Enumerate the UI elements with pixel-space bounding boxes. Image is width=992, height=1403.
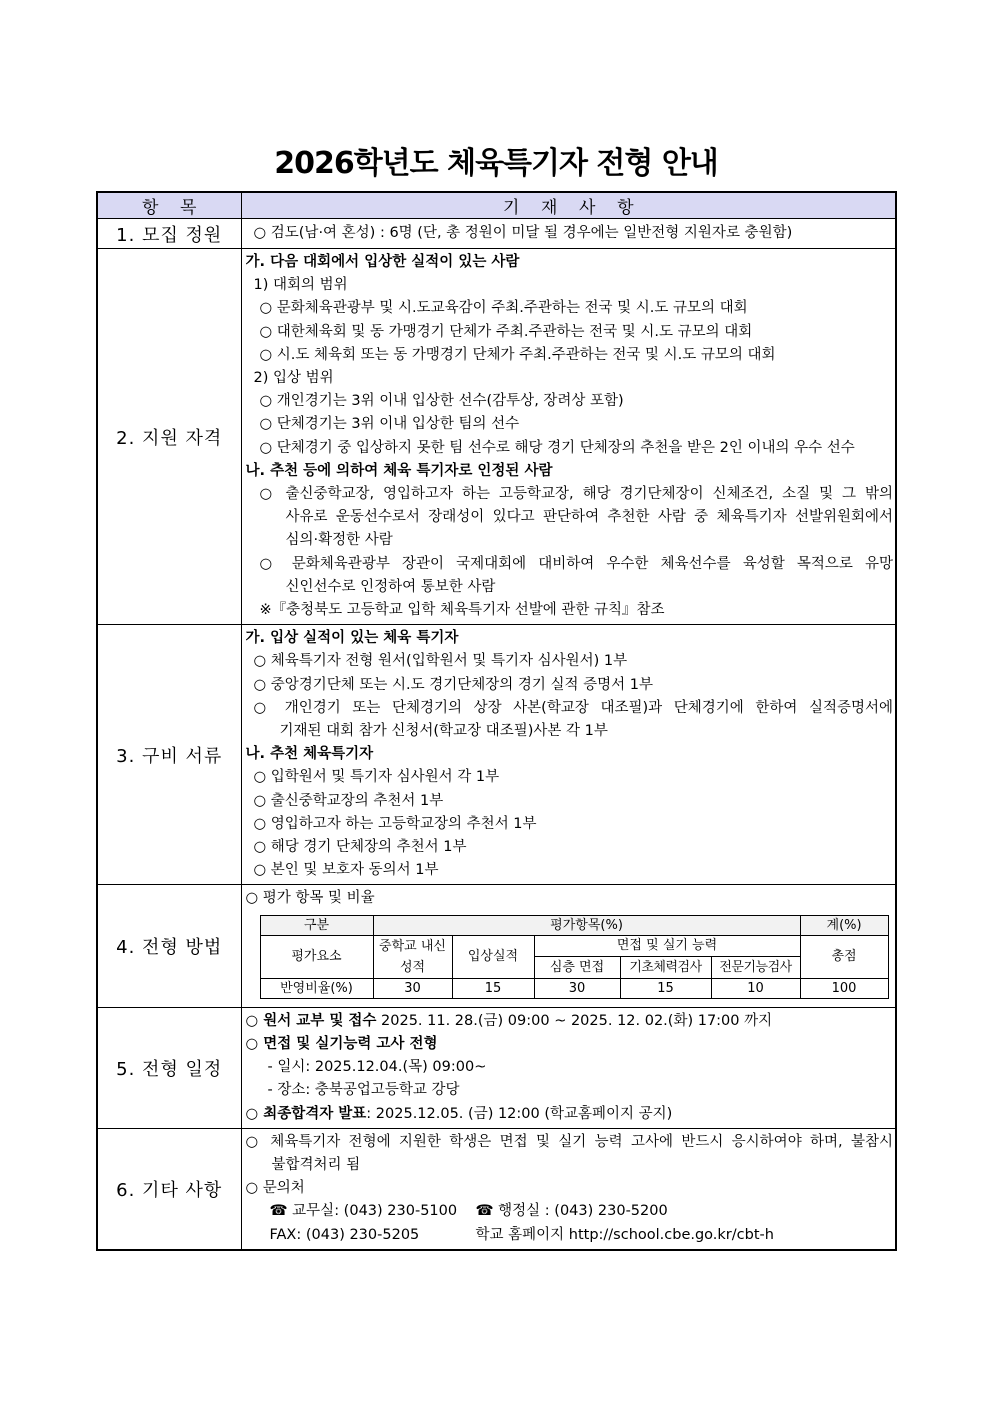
cell-items-header: 평가항목(%) [373,915,800,935]
section-heading: 가. 다음 대회에서 입상한 실적이 있는 사람 [245,254,520,270]
contact-phone-admin: ☎ 행정실 : (043) 230-5200 [475,1203,668,1220]
row-label: 6. 기타 사항 [97,1128,241,1250]
evaluation-table [260,915,889,999]
text-line: 사유로 운동선수로서 장래성이 있다고 판단하여 추천한 사람 중 체육특기자 선발위원회에서 [285,509,893,526]
row-label: 5. 전형 일정 [97,1007,241,1128]
cell-ratio-label: 반영비율(%) [260,978,373,998]
row-label: 3. 구비 서류 [97,625,241,885]
text-line: ○ 검도(남·여 혼성) : 6명 (단, 총 정원이 미달 될 경우에는 일반전형 지원자로 충원함) [253,224,793,241]
row-label: 2. 지원 자격 [97,249,241,625]
cell-value: 30 [373,978,452,998]
section-heading: 나. 추천 체육특기자 [245,746,374,763]
text-line: ○ 시.도 체육회 또는 동 가맹경기 단체가 주최.주관하는 전국 및 시.도 규모의 대회 [259,346,776,363]
cell-total: 총점 [800,935,888,978]
text-line: - 일시: 2025.12.04.(목) 09:00~ [267,1059,487,1076]
text-line: 불합격처리 됨 [271,1156,361,1173]
cell-gubun: 구분 [260,915,373,935]
section-heading: 나. 추천 등에 의하여 체육 특기자로 인정된 사람 [245,462,553,479]
text-line: ○ 단체경기는 3위 이내 입상한 팀의 선수 [259,416,520,433]
schedule-heading: ○ 최종합격자 발표 [245,1105,367,1122]
page-title: 2026학년도 체육특기자 전형 안내 [274,146,718,181]
header-content: 기 재 사 항 [241,192,896,219]
cell-interview-header: 면접 및 실기 능력 [534,935,800,957]
cell-interview: 심층 면접 [534,957,620,979]
text-line: ○ 입학원서 및 특기자 심사원서 각 1부 [253,769,500,786]
text-line: ○ 본인 및 보호자 동의서 1부 [253,862,439,879]
cell-school-record: 중학교 내신성적 [373,935,452,978]
text-line: ○ 개인경기는 3위 이내 입상한 선수(감투상, 장려상 포함) [259,393,624,410]
cell-skill: 전문기능검사 [711,957,800,979]
row-content [241,885,896,1007]
admission-guide-table [96,191,897,1251]
text-line: - 장소: 충북공업고등학교 강당 [267,1082,460,1099]
text-line: ○ 문화체육관광부 및 시.도교육감이 주최.주관하는 전국 및 시.도 규모의 대회 [259,300,748,317]
cell-value: 100 [800,978,888,998]
text-line: ○ 문의처 [245,1180,305,1197]
text-line: ○ 문화체육관광부 장관이 국제대회에 대비하여 우수한 체육선수를 육성할 목적으로 유망 [259,555,893,572]
text-line: 기재된 대회 참가 신청서(학교장 대조필)사본 각 1부 [279,723,608,740]
cell-value: 30 [534,978,620,998]
cell-award: 입상실적 [452,935,534,978]
text-line: ○ 출신중학교장, 영입하고자 하는 고등학교장, 해당 경기단체장이 신체조건, 소질 및 그 밖의 [259,486,893,503]
text-line: ○ 개인경기 또는 단체경기의 상장 사본(학교장 대조필)과 단체경기에 한하여 실적증명서에 [253,699,893,716]
text-line: ○ 체육특기자 전형 원서(입학원서 및 특기자 심사원서) 1부 [253,653,628,670]
school-homepage-link[interactable]: 학교 홈페이지 http://school.cbe.go.kr/cbt-h [475,1226,774,1243]
text-line: ○ 단체경기 중 입상하지 못한 팀 선수로 해당 경기 단체장의 추천을 받은 2인 이내의 우수 선수 [259,439,855,456]
text-line: ○ 평가 항목 및 비율 [245,890,375,907]
row-etc [97,1128,896,1250]
cell-factor: 평가요소 [260,935,373,978]
text-line: 신인선수로 인정하여 통보한 사람 [285,578,496,595]
contact-phone-office: ☎ 교무실: (043) 230-5100 [269,1203,458,1220]
cell-value: 15 [452,978,534,998]
schedule-heading: ○ 원서 교부 및 접수 [245,1012,377,1029]
text-line: ○ 중앙경기단체 또는 시.도 경기단체장의 경기 실적 증명서 1부 [253,676,654,693]
text-line: ○ 출신중학교장의 추천서 1부 [253,792,444,809]
row-content [241,1128,896,1250]
row-content [241,219,896,249]
text-line: ○ 영입하고자 하는 고등학교장의 추천서 1부 [253,815,537,832]
text-line: ○ 대한체육회 및 동 가맹경기 단체가 주최.주관하는 전국 및 시.도 규모의 대회 [259,323,753,340]
row-documents [97,625,896,885]
row-eligibility [97,249,896,625]
row-selection-method [97,885,896,1007]
text-line: 1) 대회의 범위 [253,277,348,294]
row-recruitment [97,219,896,249]
text-line: 2025. 11. 28.(금) 09:00 ~ 2025. 12. 02.(화) 17:00 까지 [376,1012,773,1029]
section-heading: 가. 입상 실적이 있는 체육 특기자 [245,630,459,647]
text-line: 2) 입상 범위 [253,370,334,387]
row-label: 4. 전형 방법 [97,885,241,1007]
text-line: 심의·확정한 사람 [285,532,393,549]
cell-fitness: 기초체력검사 [620,957,711,979]
cell-value: 10 [711,978,800,998]
text-line: ○ 해당 경기 단체장의 추천서 1부 [253,839,467,856]
row-content [241,1007,896,1128]
schedule-heading: ○ 면접 및 실기능력 고사 전형 [245,1035,438,1052]
cell-total-header: 계(%) [800,915,888,935]
row-content [241,249,896,625]
row-schedule [97,1007,896,1128]
row-label: 1. 모집 정원 [97,219,241,249]
row-content [241,625,896,885]
text-line: ○ 체육특기자 전형에 지원한 학생은 면접 및 실기 능력 고사에 반드시 응시하여야 하며, 불참시 [245,1133,893,1150]
text-line: : 2025.12.05. (금) 12:00 (학교홈페이지 공지) [366,1105,673,1122]
contact-fax: FAX: (043) 230-5205 [269,1226,420,1243]
note-line: ※『충청북도 고등학교 입학 체육특기자 선발에 관한 규칙』참조 [259,602,665,619]
cell-value: 15 [620,978,711,998]
header-item: 항 목 [97,192,241,219]
